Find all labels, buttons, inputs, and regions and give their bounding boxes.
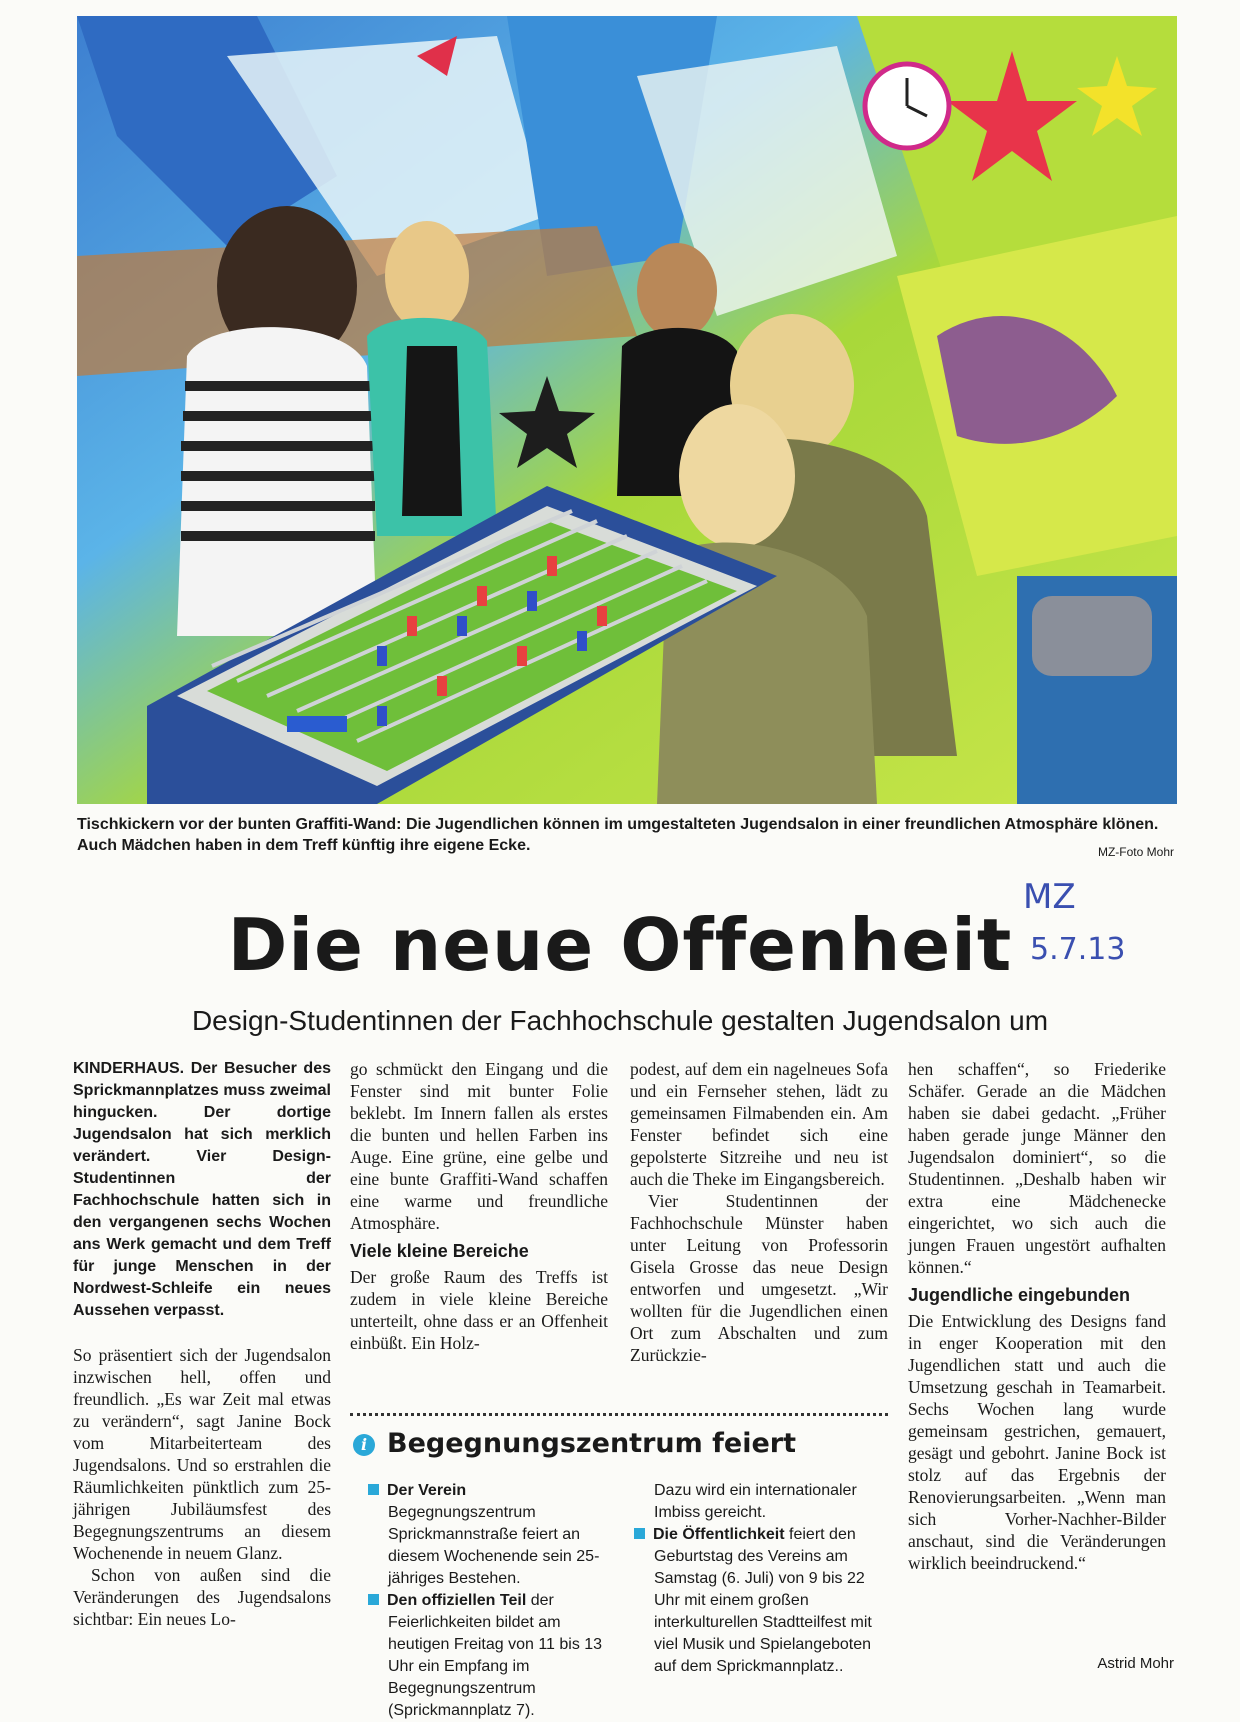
infobox-text: Dazu wird ein internationaler Imbiss gereicht. bbox=[654, 1482, 857, 1521]
paragraph: So präsentiert sich der Jugendsalon inzwischen hell, offen und freundlich. „Es war Zeit mal etwas zu verändern“, sagt Janine Bock vom Mitarbeiterteam des Jugendsalons. Und so erstrahlen die Räumlichkeiten pünktlich zum 25-jährigen Jubiläumsfest des Begegnungszentrums an diesem Wochenende in neuem Glanz. bbox=[73, 1345, 331, 1563]
bullet-text: der Feierlichkeiten bildet am heutigen Freitag von 11 bis 13 Uhr ein Empfang im Begegnungszentrum (Sprickmannplatz 7). bbox=[388, 1592, 603, 1719]
bullet-lead: Der Verein bbox=[387, 1482, 467, 1499]
text-column-2 bbox=[350, 1058, 608, 1354]
photo-credit: MZ-Foto Mohr bbox=[1097, 845, 1174, 859]
article-photo bbox=[77, 16, 1177, 804]
bullet-square-icon bbox=[368, 1594, 379, 1605]
bullet-lead: Die Öffentlichkeit bbox=[653, 1526, 785, 1543]
paragraph: Schon von außen sind die Veränderungen des Jugendsalons sichtbar: Ein neues Lo- bbox=[73, 1565, 331, 1629]
handwritten-date-note: 5.7.13 bbox=[1030, 932, 1126, 967]
paragraph: hen schaffen“, so Friederike Schäfer. Gerade an die Mädchen haben sie dabei gedacht. „Früher haben gerade junge Männer den Jugendsalon dominiert“, so die Studentinnen. „Deshalb haben wir extra eine Mädchenecke eingerichtet, wo sich auch die jungen Frauen ungestört aufhalten können.“ bbox=[908, 1059, 1166, 1277]
infobox-title bbox=[353, 1428, 796, 1459]
paragraph: Die Entwicklung des Designs fand in enger Kooperation mit den Jugendlichen statt und auch die Umsetzung geschah in Teamarbeit. Sechs Wochen lang wurde gemeinsam gestrichen, gemauert, gesägt und gebohrt. Janine Bock ist stolz auf das Ergebnis der Renovierungsarbeiten. „Wenn man sich Vorher-Nachher-Bilder anschaut, sind die Veränderungen wirklich beeindruckend.“ bbox=[908, 1311, 1166, 1573]
photo-caption: Tischkickern vor der bunten Graffiti-Wand: Die Jugendlichen können im umgestalteten Jugendsalon in einer freundlichen Atmosphäre klönen. Auch Mädchen haben in dem Treff künftig ihre eigene Ecke. bbox=[77, 816, 1159, 854]
article-subheadline: Design-Studentinnen der Fachhochschule gestalten Jugendsalon um bbox=[191, 1005, 1049, 1036]
article-headline: Die neue Offenheit bbox=[227, 903, 1013, 987]
article-lead: KINDERHAUS. Der Besucher des Sprickmannplatzes muss zweimal hingucken. Der dortige Jugendsalon hat sich merklich verändert. Vier Design-Studentinnen der Fachhochschule hatten sich in den vergangenen sechs Wochen ans Werk gemacht und dem Treff für junge Menschen in der Nordwest-Schleife ein neues Aussehen verpasst. bbox=[73, 1060, 331, 1319]
infobox-title-text: Begegnungszentrum feiert bbox=[387, 1428, 796, 1459]
paragraph: Der große Raum des Treffs ist zudem in viele kleine Bereiche unterteilt, ohne dass er an Offenheit einbüßt. Ein Holz- bbox=[350, 1267, 608, 1353]
article-author: Astrid Mohr bbox=[1097, 1655, 1174, 1672]
infobox-column-2 bbox=[634, 1480, 886, 1678]
bullet-square-icon bbox=[634, 1528, 645, 1539]
info-icon: i bbox=[353, 1434, 375, 1456]
text-column-4 bbox=[908, 1058, 1166, 1574]
infobox-column-1 bbox=[368, 1480, 618, 1722]
bullet-text: Begegnungszentrum Sprickmannstraße feiert an diesem Wochenende sein 25-jähriges Bestehen. bbox=[388, 1504, 600, 1587]
paragraph: Vier Studentinnen der Fachhochschule Münster haben unter Leitung von Professorin Gisela Grosse das neue Design entworfen und umgesetzt. „Wir wollten für die Jugendlichen einen Ort zum Abschalten und zum Zurückzie- bbox=[630, 1191, 888, 1365]
bullet-text: feiert den Geburtstag des Vereins am Samstag (6. Juli) von 9 bis 22 Uhr mit einem großen interkulturellen Stadtteilfest mit viel Musik und Spielangeboten auf dem Sprickmannplatz.. bbox=[654, 1526, 872, 1675]
paragraph: go schmückt den Eingang und die Fenster sind mit bunter Folie beklebt. Im Innern fallen als erstes die bunten und hellen Farben ins Auge. Eine grüne, eine gelbe und eine bunte Graffiti-Wand schaffen eine warme und freundliche Atmosphäre. bbox=[350, 1059, 608, 1233]
foosball-photo bbox=[77, 16, 1177, 804]
bullet-square-icon bbox=[368, 1484, 379, 1495]
text-column-3 bbox=[630, 1058, 888, 1366]
section-heading: Jugendliche eingebunden bbox=[908, 1285, 1131, 1305]
paragraph: podest, auf dem ein nagelneues Sofa und ein Fernseher stehen, lädt zu gemeinsamen Filmabenden ein. Am Fenster befindet sich eine gepolsterte Sitzreihe und neu ist auch die Theke im Eingangsbereich. bbox=[630, 1059, 888, 1189]
handwritten-source-note: MZ bbox=[1023, 877, 1076, 917]
infobox-bullet bbox=[368, 1480, 618, 1590]
infobox-bullet bbox=[368, 1590, 618, 1722]
infobox-bullet bbox=[634, 1524, 886, 1678]
bullet-lead: Den offiziellen Teil bbox=[387, 1592, 527, 1609]
infobox-divider bbox=[350, 1413, 888, 1416]
text-column-1 bbox=[73, 1058, 331, 1630]
section-heading: Viele kleine Bereiche bbox=[350, 1241, 529, 1261]
